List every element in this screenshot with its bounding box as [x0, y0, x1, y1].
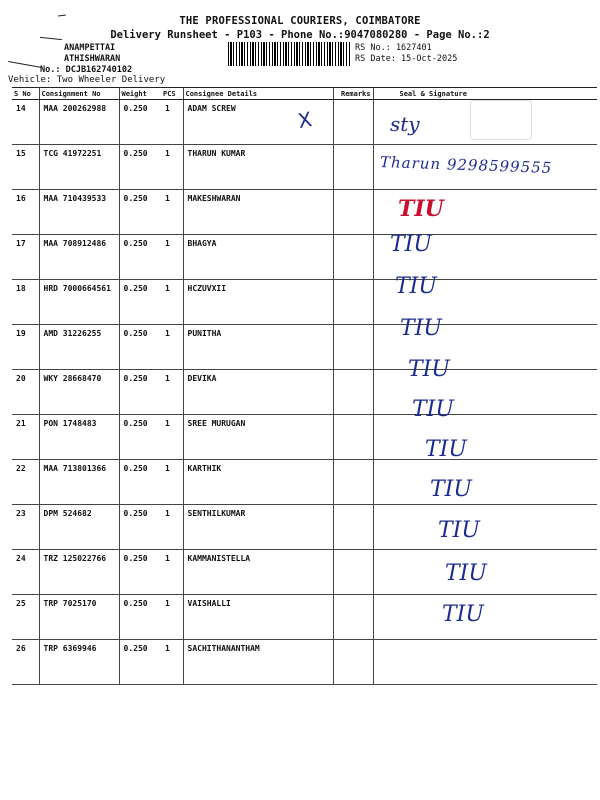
cell-sno: 26	[12, 640, 39, 685]
cell-consignment-no: MAA 713801366	[39, 460, 119, 505]
cell-consignment-no: DPM 524682	[39, 505, 119, 550]
cell-pcs: 1	[161, 325, 183, 370]
cell-consignee: BHAGYA	[183, 235, 333, 280]
signature-row-14: sty	[390, 112, 420, 136]
page-subtitle: Delivery Runsheet - P103 - Phone No.:9047080280 - Page No.:2	[110, 29, 490, 41]
cell-weight: 0.250	[119, 190, 161, 235]
cell-pcs: 1	[161, 415, 183, 460]
branch-name: ANAMPETTAI	[64, 43, 116, 53]
cell-pcs: 1	[161, 190, 183, 235]
cell-consignee: VAISHALLI	[183, 595, 333, 640]
cell-weight: 0.250	[119, 325, 161, 370]
cell-weight: 0.250	[119, 460, 161, 505]
signature-row-24: TIU	[438, 518, 480, 543]
col-consignment: Consignment No	[39, 88, 119, 100]
page-title: THE PROFESSIONAL COURIERS, COIMBATORE	[179, 15, 421, 27]
cell-sno: 22	[12, 460, 39, 505]
cell-sno: 16	[12, 190, 39, 235]
cell-consignment-no: TRP 6369946	[39, 640, 119, 685]
signature-row-17: TIU	[390, 232, 432, 257]
table-row	[12, 640, 597, 685]
cell-pcs: 1	[161, 640, 183, 685]
col-signature: Seal & Signature	[373, 88, 597, 100]
cell-weight: 0.250	[119, 640, 161, 685]
signature-row-22: TIU	[425, 437, 467, 462]
cell-remarks	[333, 415, 373, 460]
cell-pcs: 1	[161, 145, 183, 190]
cell-remarks	[333, 325, 373, 370]
cell-consignment-no: PON 1748483	[39, 415, 119, 460]
signature-row-18: TIU	[395, 274, 437, 299]
col-sno: S No	[12, 88, 39, 100]
cell-sno: 18	[12, 280, 39, 325]
cell-sno: 23	[12, 505, 39, 550]
cell-pcs: 1	[161, 235, 183, 280]
cell-signature	[373, 640, 597, 685]
cell-signature	[373, 370, 597, 415]
pen-mark	[8, 61, 42, 68]
table-row	[12, 415, 597, 460]
cell-remarks	[333, 640, 373, 685]
cell-consignee: ADAM SCREW	[183, 100, 333, 145]
cell-remarks	[333, 460, 373, 505]
cell-sno: 25	[12, 595, 39, 640]
cell-pcs: 1	[161, 550, 183, 595]
cell-consignee: MAKESHWARAN	[183, 190, 333, 235]
cell-weight: 0.250	[119, 370, 161, 415]
cell-remarks	[333, 595, 373, 640]
signature-row-23: TIU	[430, 477, 472, 502]
rs-date: RS Date: 15-Oct-2025	[355, 54, 458, 64]
table-row	[12, 370, 597, 415]
cell-signature	[373, 415, 597, 460]
signature-row-21: TIU	[412, 397, 454, 422]
cell-remarks	[333, 190, 373, 235]
cell-weight: 0.250	[119, 415, 161, 460]
seal-stamp	[470, 100, 532, 140]
cell-consignee: PUNITHA	[183, 325, 333, 370]
table-row	[12, 190, 597, 235]
cell-consignee: THARUN KUMAR	[183, 145, 333, 190]
col-remarks: Remarks	[333, 88, 373, 100]
col-consignee: Consignee Details	[183, 88, 333, 100]
col-weight: Weight	[119, 88, 161, 100]
cell-consignee: SREE MURUGAN	[183, 415, 333, 460]
runsheet-table	[12, 87, 597, 685]
agent-name: ATHISHWARAN	[64, 54, 121, 64]
cell-pcs: 1	[161, 100, 183, 145]
table-row	[12, 550, 597, 595]
cell-remarks	[333, 145, 373, 190]
cell-consignment-no: TCG 41972251	[39, 145, 119, 190]
cell-sno: 19	[12, 325, 39, 370]
cell-signature	[373, 460, 597, 505]
table-row	[12, 595, 597, 640]
cell-remarks	[333, 505, 373, 550]
cell-pcs: 1	[161, 460, 183, 505]
cell-sno: 24	[12, 550, 39, 595]
cell-remarks	[333, 100, 373, 145]
cross-mark: X	[296, 106, 314, 134]
vehicle-info: Vehicle: Two Wheeler Delivery	[8, 75, 166, 85]
cell-remarks	[333, 280, 373, 325]
cell-pcs: 1	[161, 280, 183, 325]
table-header-row	[12, 88, 597, 100]
table-row	[12, 460, 597, 505]
cell-pcs: 1	[161, 370, 183, 415]
signature-row-25: TIU	[445, 561, 487, 586]
cell-remarks	[333, 550, 373, 595]
cell-weight: 0.250	[119, 550, 161, 595]
cell-consignee: KAMMANISTELLA	[183, 550, 333, 595]
cell-sno: 20	[12, 370, 39, 415]
signature-row-26: TIU	[442, 602, 484, 627]
cell-consignment-no: TRP 7025170	[39, 595, 119, 640]
signature-row-15: Tharun 9298599555	[379, 152, 553, 178]
cell-weight: 0.250	[119, 145, 161, 190]
cell-consignment-no: MAA 200262988	[39, 100, 119, 145]
cell-pcs: 1	[161, 595, 183, 640]
runsheet-number: No.: DCJB162740102	[40, 65, 133, 75]
cell-consignee: SACHITHANANTHAM	[183, 640, 333, 685]
cell-consignment-no: MAA 708912486	[39, 235, 119, 280]
signature-row-16: TIU	[398, 196, 444, 222]
barcode	[228, 42, 350, 66]
cell-consignee: KARTHIK	[183, 460, 333, 505]
cell-consignee: DEVIKA	[183, 370, 333, 415]
cell-remarks	[333, 370, 373, 415]
cell-sno: 14	[12, 100, 39, 145]
signature-row-20: TIU	[408, 357, 450, 382]
cell-sno: 15	[12, 145, 39, 190]
cell-weight: 0.250	[119, 100, 161, 145]
cell-signature	[373, 595, 597, 640]
cell-consignee: HCZUVXII	[183, 280, 333, 325]
cell-weight: 0.250	[119, 235, 161, 280]
table-row	[12, 505, 597, 550]
cell-weight: 0.250	[119, 595, 161, 640]
cell-remarks	[333, 235, 373, 280]
col-pcs: PCS	[161, 88, 183, 100]
cell-sno: 17	[12, 235, 39, 280]
cell-pcs: 1	[161, 505, 183, 550]
cell-consignment-no: WKY 28668470	[39, 370, 119, 415]
cell-weight: 0.250	[119, 505, 161, 550]
cell-consignee: SENTHILKUMAR	[183, 505, 333, 550]
signature-row-19: TIU	[400, 316, 442, 341]
cell-consignment-no: AMD 31226255	[39, 325, 119, 370]
cell-weight: 0.250	[119, 280, 161, 325]
table-row	[12, 280, 597, 325]
cell-consignment-no: TRZ 125022766	[39, 550, 119, 595]
cell-sno: 21	[12, 415, 39, 460]
table-row	[12, 325, 597, 370]
table-row	[12, 235, 597, 280]
rs-number: RS No.: 1627401	[355, 43, 432, 53]
cell-consignment-no: MAA 710439533	[39, 190, 119, 235]
cell-consignment-no: HRD 7000664561	[39, 280, 119, 325]
cell-signature	[373, 505, 597, 550]
